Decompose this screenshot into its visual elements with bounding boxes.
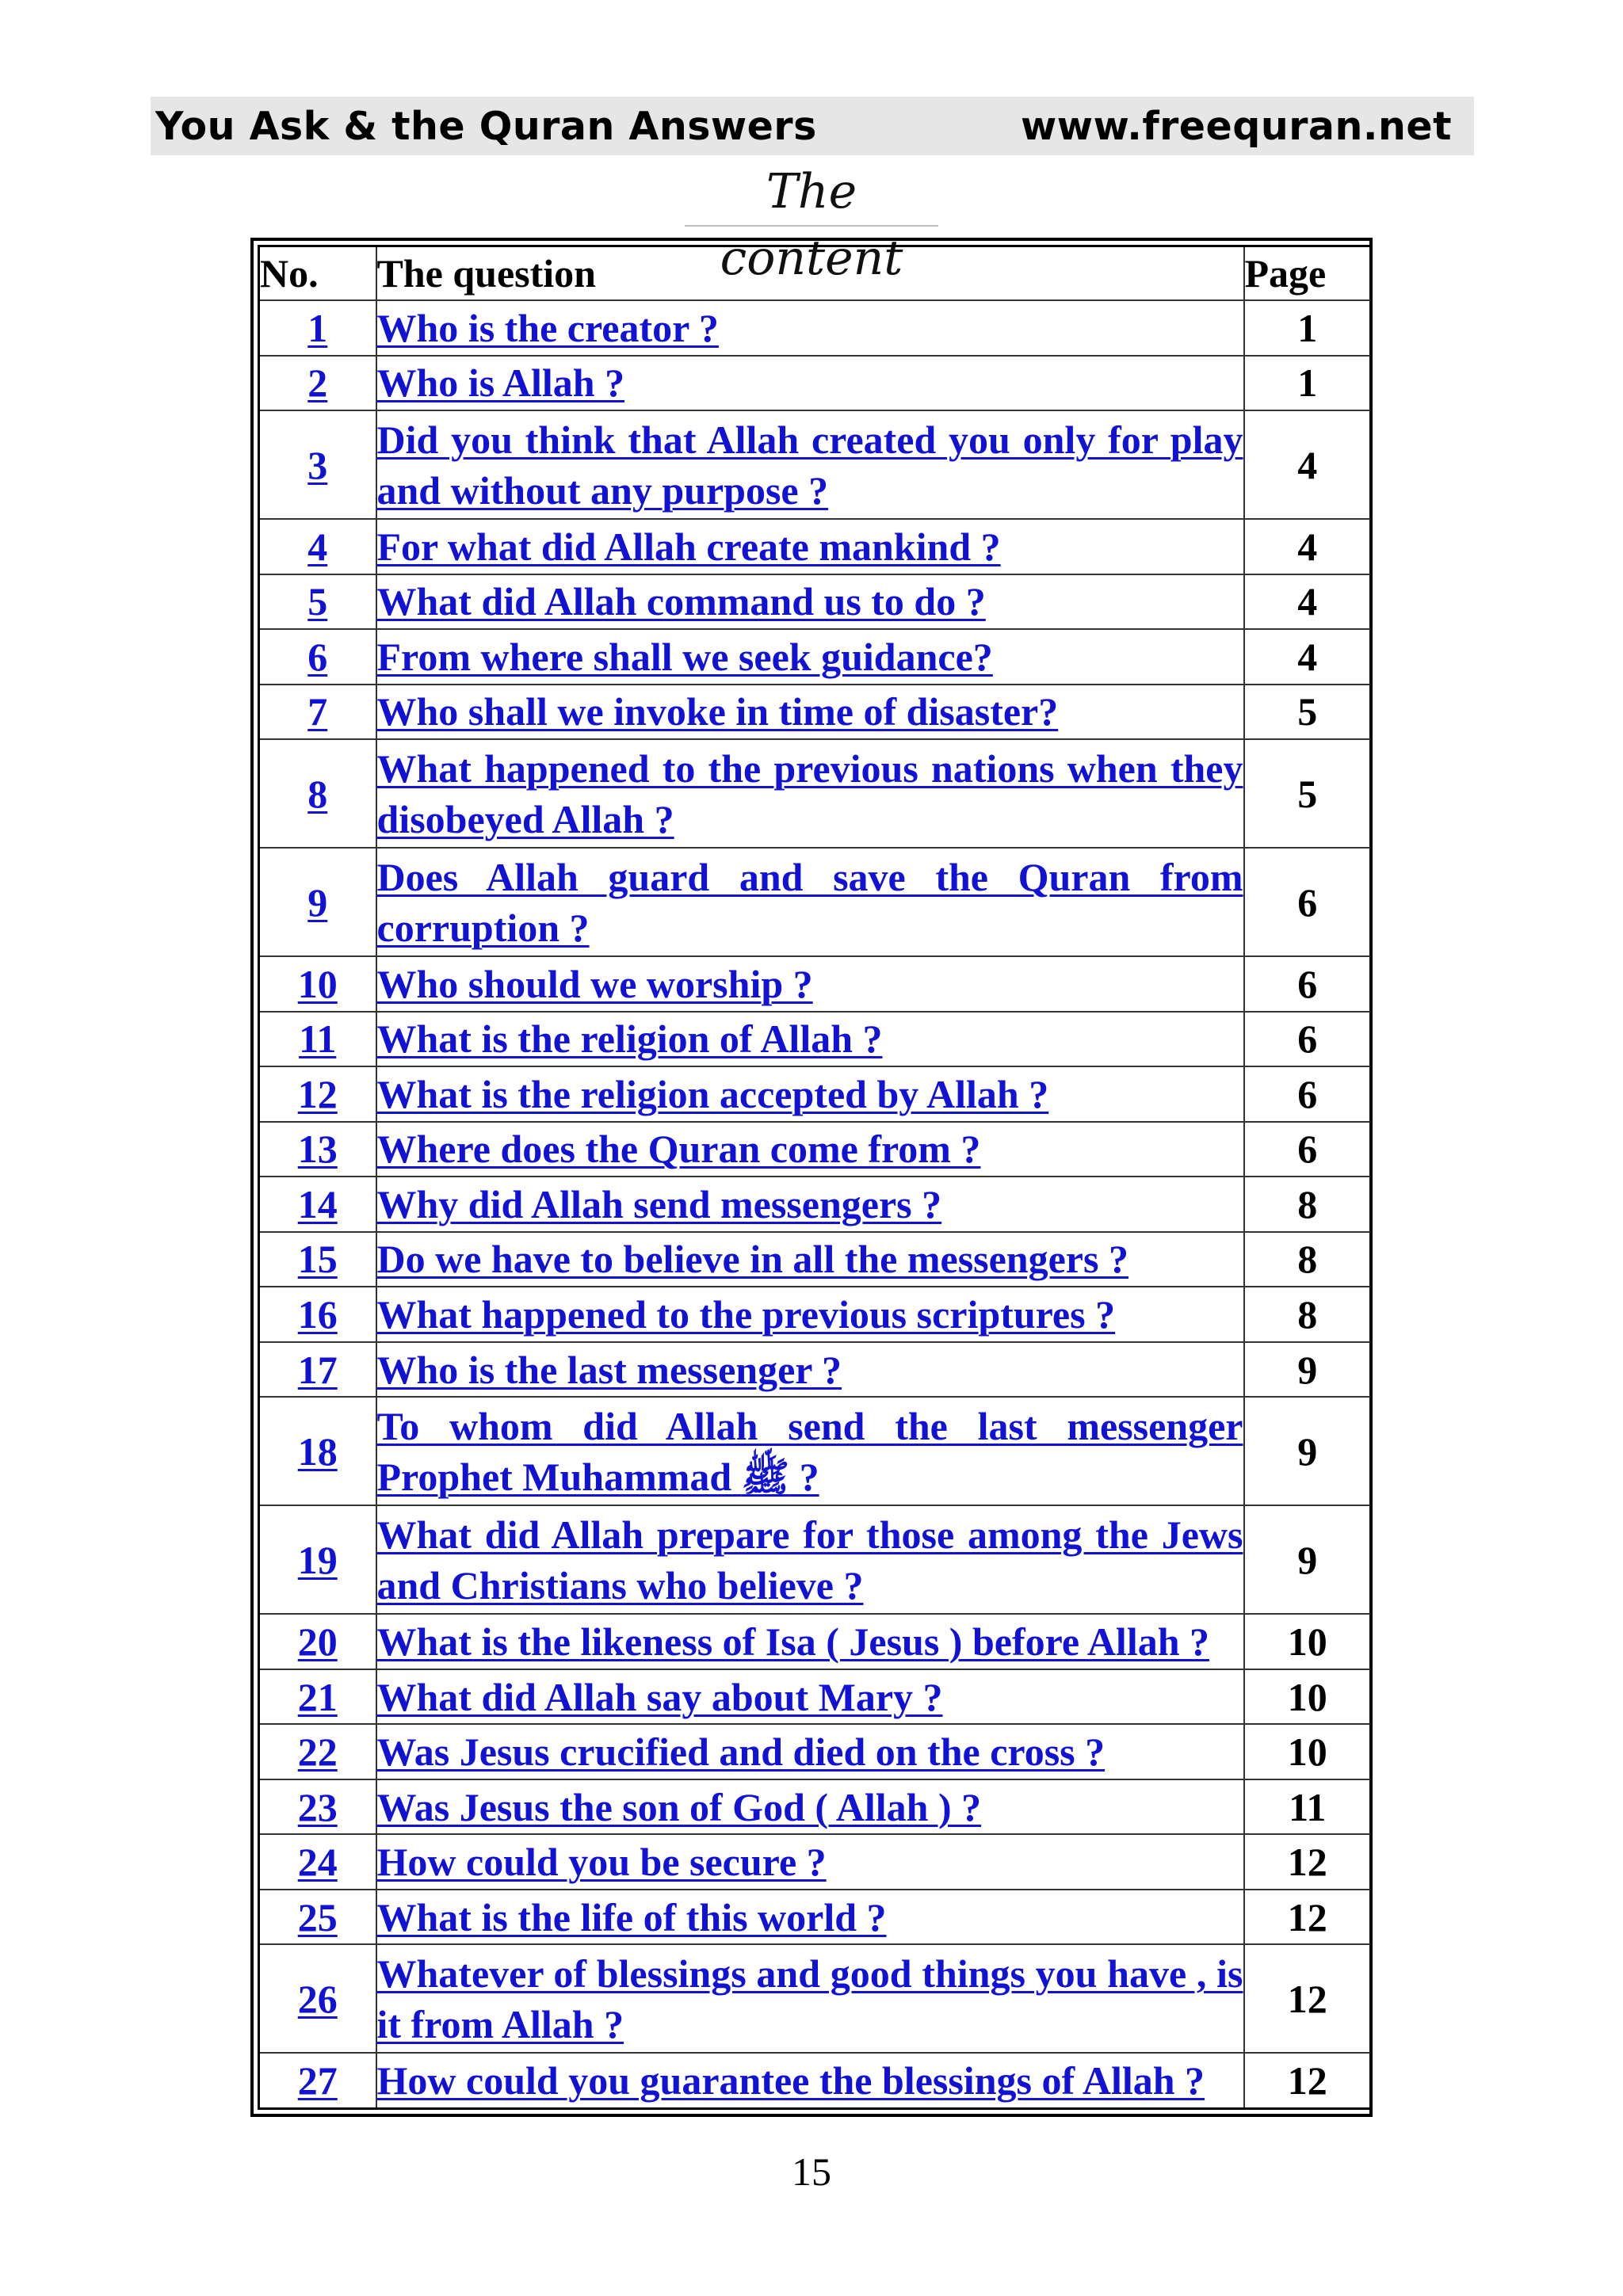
table-row	[259, 1397, 1372, 1505]
question-link[interactable]: What did Allah prepare for those among the Jews and Christians who believe ?	[376, 1512, 1243, 1608]
question-cell	[376, 1177, 1244, 1232]
question-link[interactable]: To whom did Allah send the last messenger Prophet Muhammad ﷺ ?	[376, 1403, 1243, 1499]
question-number-cell	[259, 1669, 376, 1725]
question-number-link[interactable]: 21	[297, 1674, 338, 1719]
question-number-link[interactable]: 15	[297, 1237, 338, 1282]
question-number-link[interactable]: 4	[307, 524, 328, 569]
question-number-link[interactable]: 14	[297, 1181, 338, 1226]
question-link[interactable]: For what did Allah create mankind ?	[376, 524, 1001, 569]
question-number-link[interactable]: 12	[297, 1071, 338, 1116]
question-number-link[interactable]: 22	[297, 1730, 338, 1775]
page-number-cell: 5	[1244, 739, 1372, 848]
question-number-link[interactable]: 6	[307, 634, 328, 679]
question-number-link[interactable]: 16	[297, 1292, 338, 1337]
question-number-link[interactable]: 2	[307, 360, 328, 406]
contents-table	[258, 245, 1373, 2110]
question-number-cell	[259, 685, 376, 740]
question-link[interactable]: From where shall we seek guidance?	[376, 634, 993, 679]
question-link[interactable]: Who should we worship ?	[376, 961, 813, 1006]
question-cell	[376, 356, 1244, 411]
question-link[interactable]: What did Allah say about Mary ?	[376, 1674, 943, 1719]
page-number-cell: 8	[1244, 1177, 1372, 1232]
question-number-link[interactable]: 9	[307, 879, 328, 925]
page-number-cell: 10	[1244, 1614, 1372, 1669]
page-number-cell: 6	[1244, 956, 1372, 1012]
page-heading: The content	[685, 158, 938, 227]
question-link[interactable]: Was Jesus the son of God ( Allah ) ?	[376, 1784, 982, 1829]
question-link[interactable]: Who is the last messenger ?	[376, 1347, 842, 1392]
page-number-cell: 8	[1244, 1232, 1372, 1287]
question-link[interactable]: Why did Allah send messengers ?	[376, 1181, 942, 1226]
question-link[interactable]: What is the religion accepted by Allah ?	[376, 1071, 1049, 1116]
question-number-link[interactable]: 27	[297, 2058, 338, 2103]
question-link[interactable]: What is the life of this world ?	[376, 1894, 887, 1939]
question-cell	[376, 1012, 1244, 1067]
website-url: www.freequran.net	[1021, 103, 1452, 149]
question-number-link[interactable]: 7	[307, 689, 328, 734]
page-number-cell: 12	[1244, 1890, 1372, 1945]
question-number-link[interactable]: 11	[299, 1016, 337, 1062]
question-cell	[376, 1669, 1244, 1725]
contents-table-body	[259, 300, 1372, 2109]
page-number-cell: 12	[1244, 1944, 1372, 2053]
table-row	[259, 1614, 1372, 1669]
question-number-cell	[259, 1944, 376, 2053]
question-cell	[376, 1890, 1244, 1945]
table-row	[259, 300, 1372, 356]
question-number-cell	[259, 739, 376, 848]
question-number-cell	[259, 1505, 376, 1614]
question-link[interactable]: Was Jesus crucified and died on the cross ?	[376, 1730, 1106, 1775]
table-row	[259, 1669, 1372, 1725]
question-number-cell	[259, 2053, 376, 2108]
question-number-link[interactable]: 1	[307, 305, 328, 350]
table-row	[259, 1779, 1372, 1835]
question-number-cell	[259, 1342, 376, 1398]
page-number-cell: 6	[1244, 1122, 1372, 1177]
table-row	[259, 1890, 1372, 1945]
question-link[interactable]: What happened to the previous nations when they disobeyed Allah ?	[376, 746, 1243, 841]
page-number-cell: 9	[1244, 1397, 1372, 1505]
question-cell	[376, 1614, 1244, 1669]
book-title: You Ask & the Quran Answers	[155, 103, 817, 149]
table-row	[259, 519, 1372, 574]
page-number-cell: 6	[1244, 848, 1372, 956]
column-header-number: No.	[259, 246, 376, 301]
question-number-cell	[259, 1397, 376, 1505]
table-row	[259, 1012, 1372, 1067]
question-link[interactable]: What did Allah command us to do ?	[376, 579, 986, 624]
question-link[interactable]: Whatever of blessings and good things you have , is it from Allah ?	[376, 1951, 1243, 2046]
page-number-cell: 1	[1244, 356, 1372, 411]
question-number-cell	[259, 1890, 376, 1945]
question-link[interactable]: Who is Allah ?	[376, 360, 625, 406]
question-cell	[376, 956, 1244, 1012]
question-link[interactable]: Did you think that Allah created you only for play and without any purpose ?	[376, 417, 1243, 513]
question-cell	[376, 1724, 1244, 1779]
question-number-link[interactable]: 18	[297, 1428, 338, 1474]
running-header	[151, 97, 1474, 155]
question-cell	[376, 410, 1244, 519]
question-cell	[376, 1505, 1244, 1614]
page-number-cell: 4	[1244, 410, 1372, 519]
table-row	[259, 1066, 1372, 1122]
question-number-cell	[259, 1834, 376, 1890]
question-number-cell	[259, 356, 376, 411]
question-cell	[376, 300, 1244, 356]
table-header-row	[259, 246, 1372, 301]
table-row	[259, 739, 1372, 848]
question-number-cell	[259, 1779, 376, 1835]
page-number-cell: 6	[1244, 1012, 1372, 1067]
page-number-cell: 8	[1244, 1287, 1372, 1342]
table-row	[259, 1122, 1372, 1177]
page-number-cell: 4	[1244, 519, 1372, 574]
question-cell	[376, 574, 1244, 630]
page-number-cell: 10	[1244, 1669, 1372, 1725]
question-number-link[interactable]: 8	[307, 771, 328, 816]
page-number-cell: 6	[1244, 1066, 1372, 1122]
table-row	[259, 1944, 1372, 2053]
question-number-cell	[259, 1012, 376, 1067]
question-link[interactable]: How could you guarantee the blessings of Allah ?	[376, 2058, 1205, 2103]
table-row	[259, 1232, 1372, 1287]
page-number-cell: 9	[1244, 1505, 1372, 1614]
question-number-link[interactable]: 10	[297, 961, 338, 1006]
question-number-link[interactable]: 23	[297, 1784, 338, 1829]
question-link[interactable]: What happened to the previous scriptures ?	[376, 1292, 1116, 1337]
question-cell	[376, 1834, 1244, 1890]
question-link[interactable]: How could you be secure ?	[376, 1840, 827, 1885]
question-cell	[376, 1779, 1244, 1835]
question-cell	[376, 848, 1244, 956]
question-cell	[376, 519, 1244, 574]
table-row	[259, 1724, 1372, 1779]
question-number-link[interactable]: 5	[307, 579, 328, 624]
question-number-link[interactable]: 17	[297, 1347, 338, 1392]
table-row	[259, 356, 1372, 411]
question-link[interactable]: Does Allah guard and save the Quran from corruption ?	[376, 854, 1243, 950]
question-number-cell	[259, 1232, 376, 1287]
question-link[interactable]: Do we have to believe in all the messengers ?	[376, 1237, 1128, 1282]
question-cell	[376, 1122, 1244, 1177]
page-number-cell: 1	[1244, 300, 1372, 356]
page-number-cell: 10	[1244, 1724, 1372, 1779]
question-number-cell	[259, 1287, 376, 1342]
question-link[interactable]: What is the likeness of Isa ( Jesus ) before Allah ?	[376, 1619, 1210, 1664]
question-number-cell	[259, 1724, 376, 1779]
question-number-cell	[259, 1614, 376, 1669]
page-number-cell: 12	[1244, 2053, 1372, 2108]
question-link[interactable]: Who shall we invoke in time of disaster?	[376, 689, 1059, 734]
question-number-cell	[259, 848, 376, 956]
page-number: 15	[792, 2149, 831, 2194]
question-number-cell	[259, 410, 376, 519]
page-number-cell: 4	[1244, 574, 1372, 630]
column-header-question: The question	[376, 246, 1244, 301]
question-cell	[376, 1232, 1244, 1287]
page-number-cell: 9	[1244, 1342, 1372, 1398]
question-cell	[376, 1066, 1244, 1122]
table-row	[259, 2053, 1372, 2108]
table-row	[259, 685, 1372, 740]
table-row	[259, 629, 1372, 685]
question-number-cell	[259, 629, 376, 685]
question-link[interactable]: What is the religion of Allah ?	[376, 1016, 883, 1062]
question-link[interactable]: Where does the Quran come from ?	[376, 1127, 981, 1172]
question-cell	[376, 1397, 1244, 1505]
column-header-page: Page	[1244, 246, 1372, 301]
question-number-link[interactable]: 20	[297, 1619, 338, 1664]
question-number-link[interactable]: 13	[297, 1127, 338, 1172]
table-row	[259, 956, 1372, 1012]
table-row	[259, 848, 1372, 956]
question-cell	[376, 1944, 1244, 2053]
question-number-cell	[259, 519, 376, 574]
question-cell	[376, 1287, 1244, 1342]
question-number-cell	[259, 574, 376, 630]
table-row	[259, 574, 1372, 630]
table-row	[259, 1505, 1372, 1614]
question-number-link[interactable]: 25	[297, 1894, 338, 1939]
question-cell	[376, 629, 1244, 685]
question-number-cell	[259, 300, 376, 356]
question-cell	[376, 2053, 1244, 2108]
page-number-cell: 4	[1244, 629, 1372, 685]
question-number-link[interactable]: 24	[297, 1840, 338, 1885]
question-cell	[376, 685, 1244, 740]
contents-table-frame	[250, 238, 1373, 2117]
question-number-cell	[259, 1177, 376, 1232]
question-number-cell	[259, 956, 376, 1012]
question-cell	[376, 739, 1244, 848]
question-number-link[interactable]: 26	[297, 1976, 338, 2021]
question-number-cell	[259, 1066, 376, 1122]
question-link[interactable]: Who is the creator ?	[376, 305, 719, 350]
question-cell	[376, 1342, 1244, 1398]
table-row	[259, 1177, 1372, 1232]
question-number-cell	[259, 1122, 376, 1177]
question-number-link[interactable]: 3	[307, 442, 328, 487]
page-number-cell: 12	[1244, 1834, 1372, 1890]
table-row	[259, 1287, 1372, 1342]
table-row	[259, 1834, 1372, 1890]
table-row	[259, 410, 1372, 519]
table-row	[259, 1342, 1372, 1398]
page-number-cell: 11	[1244, 1779, 1372, 1835]
page-number-cell: 5	[1244, 685, 1372, 740]
question-number-link[interactable]: 19	[297, 1537, 338, 1582]
